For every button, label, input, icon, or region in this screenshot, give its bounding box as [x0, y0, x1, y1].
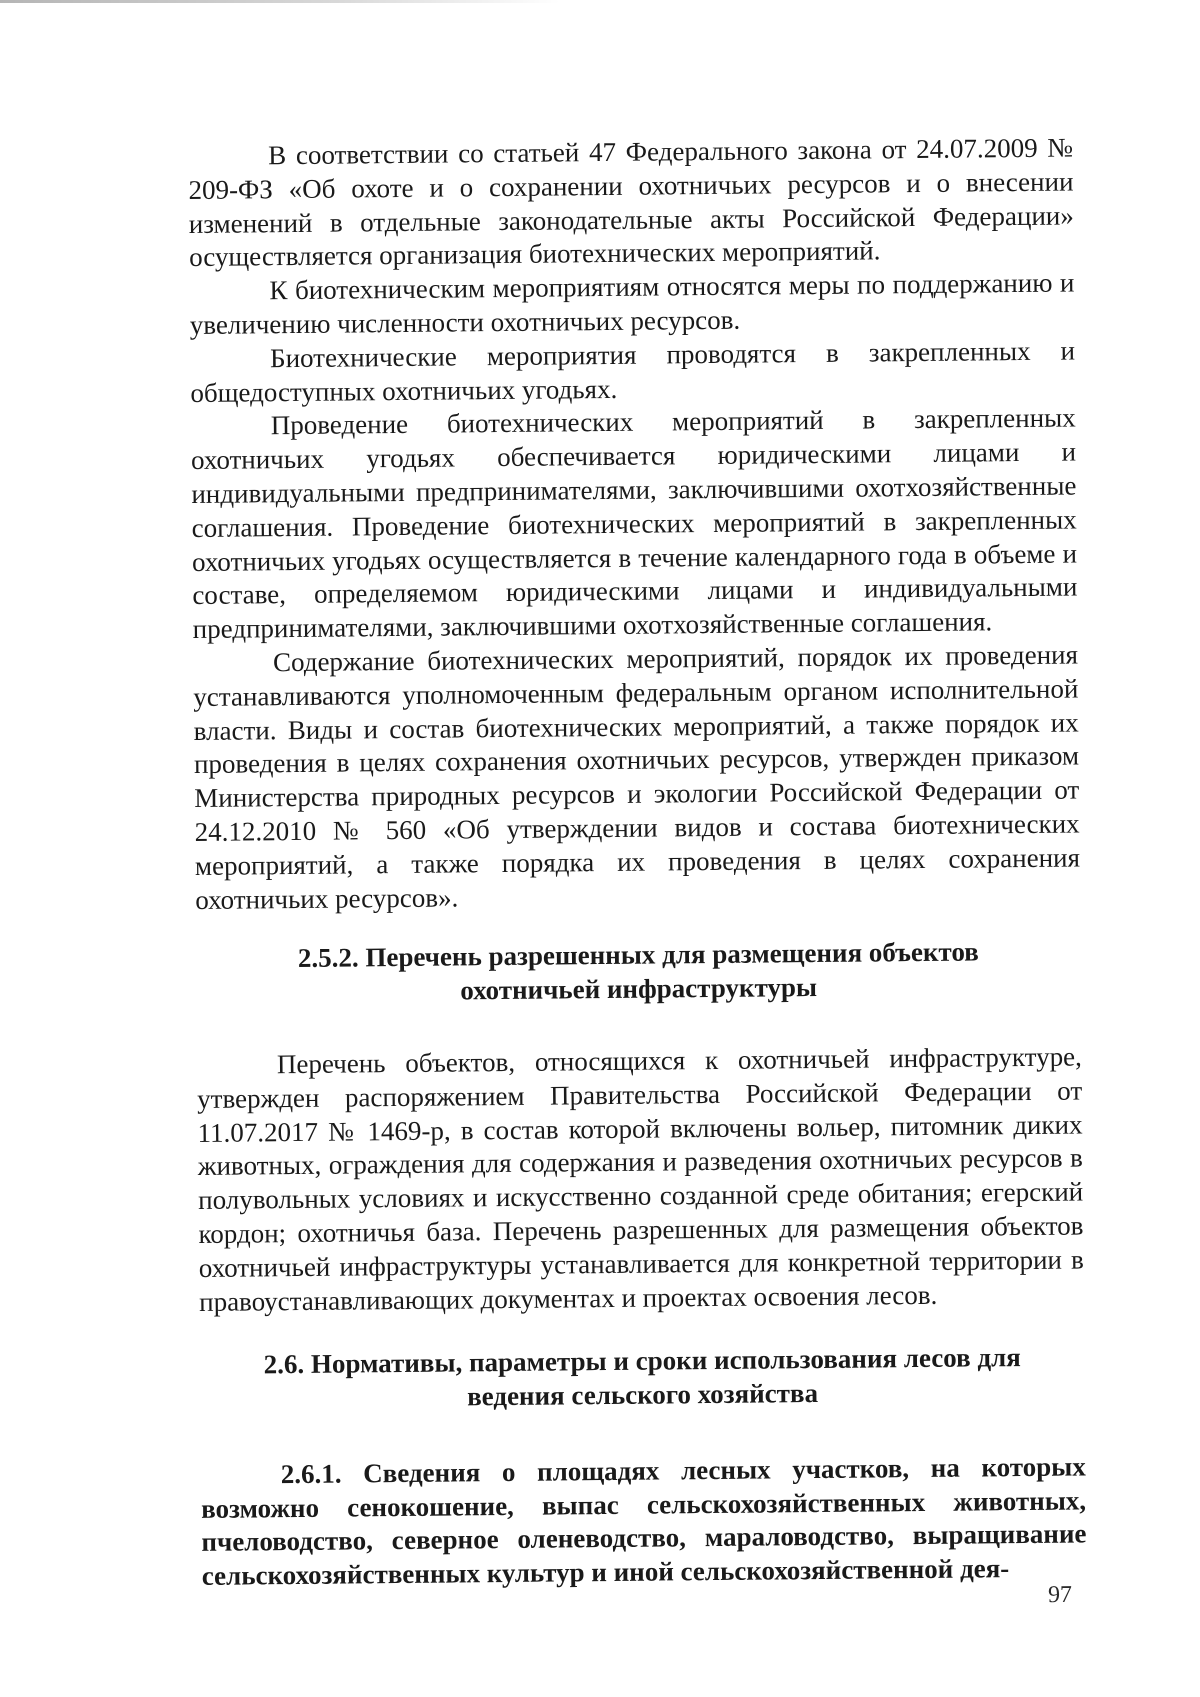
intro-paragraph-2: К биотехническим мероприятиям относятся меры по поддержанию и увеличению численности охотничьих ресурсов.	[189, 267, 1075, 340]
document-page	[188, 132, 1087, 1595]
section-2-5-2-paragraph: Перечень объектов, относящихся к охотничьей инфраструктуре, утвержден распоряжением Правительства Российской Федерации от 11.07.2017 № 1469-р, в состав которой включены вольер, питомник диких животных, ограждения для содержания и разведения охотничьих ресурсов в полувольных условиях и искусственно созданной среде обитания; егерский кордон; охотничья база. Перечень разрешенных для размещения объектов охотничьей инфраструктуры устанавливается для конкретной территории в правоустанавливающих документах и проектах освоения лесов.	[197, 1041, 1084, 1317]
section-2-5-2-heading-line-1: 2.5.2. Перечень разрешенных для размещения объектов	[297, 936, 979, 974]
scan-edge-line	[0, 0, 560, 3]
section-2-6-heading-line-1: 2.6. Нормативы, параметры и сроки использования лесов для	[263, 1342, 1021, 1380]
section-2-6-heading-line-2: ведения сельского хозяйства	[466, 1378, 819, 1412]
intro-paragraph-3: Биотехнические мероприятия проводятся в закрепленных и общедоступных охотничьих угодьях.	[190, 335, 1076, 408]
intro-paragraph-1: В соответствии со статьей 47 Федерального закона от 24.07.2009 № 209-ФЗ «Об охоте и о сохранении охотничьих ресурсов и о внесении изменений в отдельные законодательные акты Российской Федерации» осуществляется организация биотехнических мероприятий.	[188, 132, 1074, 273]
section-2-6-heading	[200, 1341, 1086, 1417]
section-2-5-2-heading	[196, 935, 1082, 1011]
intro-paragraph-5: Содержание биотехнических мероприятий, порядок их проведения устанавливаются уполномоченным федеральным органом исполнительной власти. Виды и состав биотехнических мероприятий, а также порядок их проведения в целях сохранения охотничьих ресурсов, утвержден приказом Министерства природных ресурсов и экологии Российской Федерации от 24.12.2010 № 560 «Об утверждении видов и состава биотехнических мероприятий, а также порядка их проведения в целях сохранения охотничьих ресурсов».	[193, 639, 1081, 915]
section-2-6-1-heading: 2.6.1. Сведения о площадях лесных участков, на которых возможно сенокошение, выпас сельскохозяйственных животных, пчеловодство, северное оленеводство, мараловодство, выращивание сельскохозяйственных культур и иной сельскохозяйственной дея-	[200, 1451, 1087, 1592]
page-number: 97	[1047, 1581, 1073, 1609]
intro-paragraph-4: Проведение биотехнических мероприятий в закрепленных охотничьих угодьях обеспечивается юридическими лицами и индивидуальными предпринимателями, заключившими охотхозяйственные соглашения. Проведение биотехнических мероприятий в закрепленных охотничьих угодьях осуществляется в течение календарного года в объеме и составе, определяемом юридическими лицами и индивидуальными предпринимателями, заключившими охотхозяйственные соглашения.	[190, 402, 1078, 645]
section-2-5-2-heading-line-2: охотничьей инфраструктуры	[460, 972, 818, 1006]
